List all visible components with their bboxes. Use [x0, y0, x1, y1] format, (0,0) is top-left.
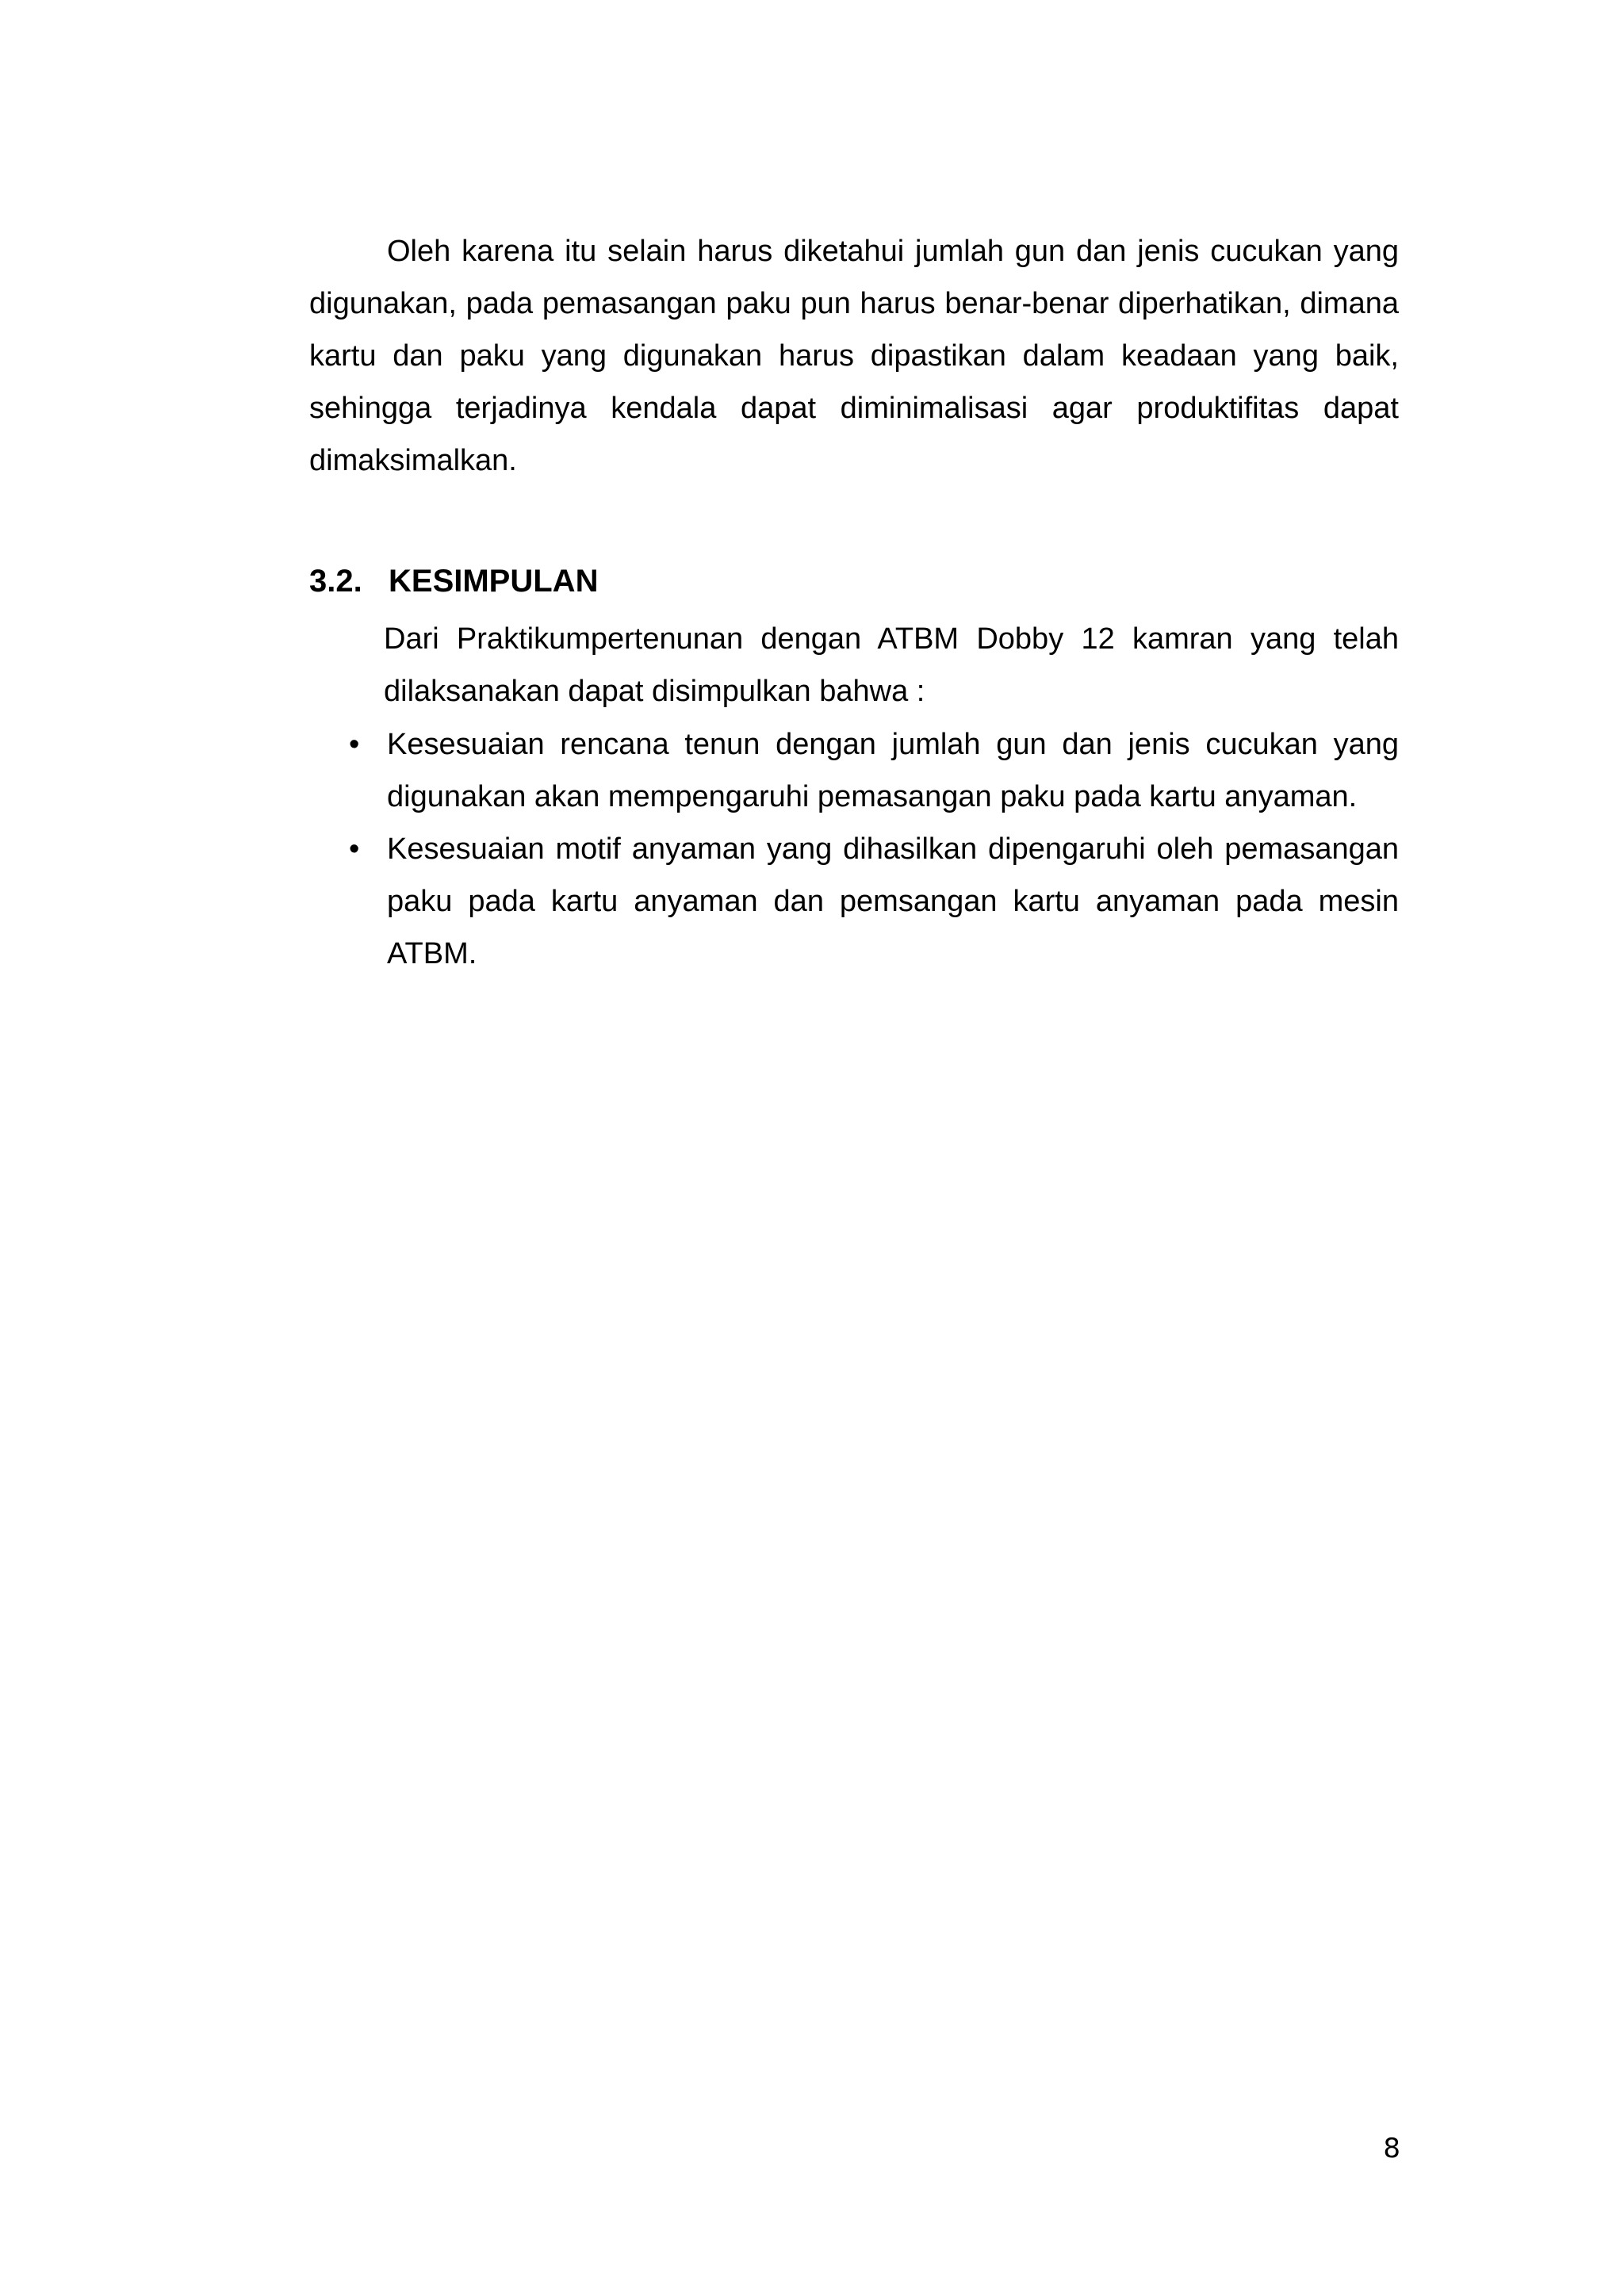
body-paragraph: Oleh karena itu selain harus diketahui jumlah gun dan jenis cucukan yang digunakan, pada pemasangan paku pun harus benar-benar diperhatikan, dimana kartu dan paku yang digunakan harus dipastikan dalam keadaan yang baik, sehingga terjadinya kendala dapat diminimalisasi agar produktifitas dapat dimaksimalkan. — [309, 235, 1399, 477]
list-item-text: Kesesuaian motif anyaman yang dihasilkan dipengaruhi oleh pemasangan paku pada kartu anyaman dan pemsangan kartu anyaman pada mesin ATBM. — [387, 832, 1399, 970]
list-item-text: Kesesuaian rencana tenun dengan jumlah gun dan jenis cucukan yang digunakan akan mempengaruhi pemasangan paku pada kartu anyaman. — [387, 728, 1399, 813]
section-intro: Dari Praktikumpertenunan dengan ATBM Dobby 12 kamran yang telah dilaksanakan dapat disimpulkan bahwa : — [384, 622, 1399, 708]
conclusion-list — [346, 718, 1399, 980]
section-title: KESIMPULAN — [389, 564, 599, 599]
section-number: 3.2. — [309, 564, 362, 599]
section-heading — [309, 557, 598, 605]
bullet-icon: • — [349, 832, 360, 866]
list-item — [346, 718, 1399, 823]
page-number: 8 — [1383, 2133, 1400, 2164]
list-item — [346, 823, 1399, 980]
bullet-icon: • — [349, 728, 360, 761]
